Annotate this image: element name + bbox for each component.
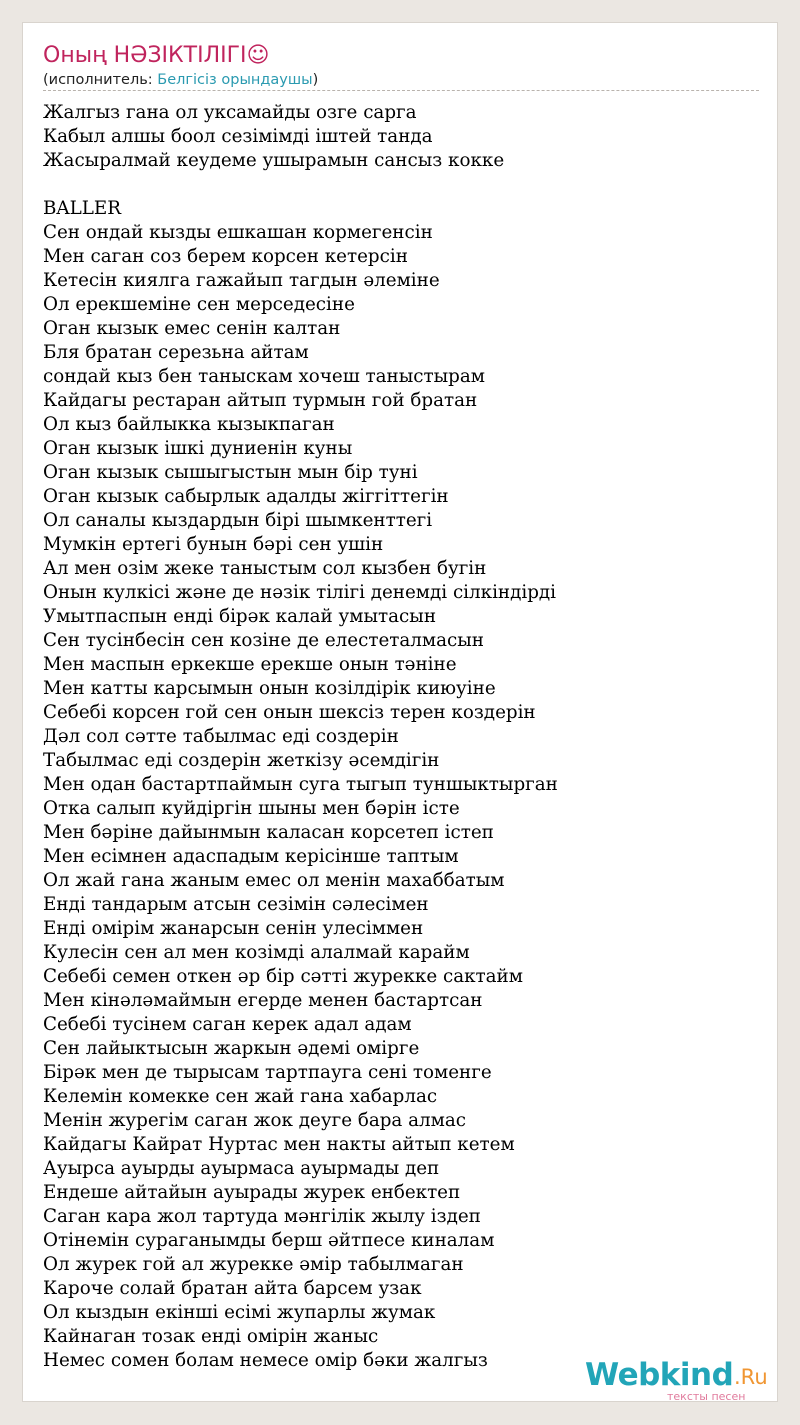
lyric-line: Умытпаспын енді бірәк калай умытасын — [43, 606, 437, 627]
lyric-line: Мен есімнен адаспадым керісінше таптым — [43, 846, 459, 867]
lyric-line: Табылмас еді создерін жеткізу әсемдігін — [43, 750, 440, 771]
lyric-line: Оган кызык ішкі дуниенін куны — [43, 438, 353, 459]
lyric-line: Себебі тусінем саган керек адал адам — [43, 1014, 412, 1035]
lyric-line: Оган кызык емес сенін калтан — [43, 318, 341, 339]
lyric-line: Оган кызык сабырлык адалды жіггіттегін — [43, 486, 449, 507]
lyric-line: Келемін комекке сен жай гана хабарлас — [43, 1086, 438, 1107]
lyric-line: Жасыралмай кеудеме ушырамын сансыз кокке — [43, 150, 505, 171]
lyric-line: Ауырса ауырды ауырмаса ауырмады деп — [43, 1158, 440, 1179]
lyric-line: Себебі семен откен әр бір сәтті журекке сактайм — [43, 966, 523, 987]
lyric-line: Жалгыз гана ол уксамайды озге сарга — [43, 102, 417, 123]
lyric-line: Ол саналы кыздардын бірі шымкенттегі — [43, 510, 433, 531]
lyric-line: Мен кінәләмаймын егерде менен бастартсан — [43, 990, 483, 1011]
lyric-line: Себебі корсен гой сен онын шексіз терен коздерін — [43, 702, 536, 723]
artist-byline — [43, 72, 318, 88]
lyric-line: Менін журегім саган жок деуге бара алмас — [43, 1110, 467, 1131]
lyric-line: Отінемін сураганымды берш әйтпесе киналам — [43, 1230, 495, 1251]
lyric-line: Оган кызык сышыгыстын мын бір туні — [43, 462, 418, 483]
artist-link[interactable]: Белгісіз орындаушы — [157, 72, 313, 88]
lyric-line: Кетесін киялга гажайып тагдын әлеміне — [43, 270, 440, 291]
lyric-line: Бірәк мен де тырысам тартпауга сені томенге — [43, 1062, 492, 1083]
lyrics-text — [43, 101, 558, 1373]
lyric-line: BALLER — [43, 198, 122, 219]
lyric-line: Кабыл алшы боол сезімімді іштей танда — [43, 126, 433, 147]
lyric-line: сондай кыз бен таныскам хочеш таныстырам — [43, 366, 485, 387]
lyric-line: Сен ондай кызды ешкашан кормегенсін — [43, 222, 433, 243]
lyric-line — [43, 173, 558, 197]
lyric-line: Кайнаган тозак енді омірін жаныс — [43, 1326, 379, 1347]
lyric-line: Кароче солай братан айта барсем узак — [43, 1278, 422, 1299]
lyric-line: Саган кара жол тартуда мәнгілік жылу іздеп — [43, 1206, 481, 1227]
lyric-line: Енді тандарым атсын сезімін сәлесімен — [43, 894, 429, 915]
lyric-line: Сен лайыктысын жаркын әдемі омірге — [43, 1038, 420, 1059]
lyric-line: Отка салып куйдіргін шыны мен бәрін істе — [43, 798, 460, 819]
lyric-line: Мен бәріне дайынмын каласан корсетеп істеп — [43, 822, 494, 843]
lyric-line: Ендеше айтайын ауырады журек енбектеп — [43, 1182, 461, 1203]
byline-prefix: (исполнитель: — [43, 72, 158, 88]
lyric-line: Сен тусінбесін сен козіне де елестеталмасын — [43, 630, 484, 651]
lyric-line: Бля братан серезьна айтам — [43, 342, 309, 363]
lyric-line: Онын кулкісі және де нәзік тілігі денемді сілкіндірді — [43, 582, 557, 603]
lyric-line: Кулесін сен ал мен козімді алалмай карайм — [43, 942, 470, 963]
lyric-line: Ал мен озім жеке таныстым сол кызбен бугін — [43, 558, 487, 579]
lyric-line: Немес сомен болам немесе омір бәки жалгыз — [43, 1350, 488, 1371]
lyric-line: Кайдагы Кайрат Нуртас мен накты айтып кетем — [43, 1134, 515, 1155]
lyric-line: Мен одан бастартпаймын суга тыгып туншыктырган — [43, 774, 558, 795]
watermark-tld: .Ru — [734, 1365, 768, 1389]
watermark-tagline: тексты песен — [667, 1390, 746, 1403]
lyric-line: Кайдагы рестаран айтып турмын гой братан — [43, 390, 478, 411]
lyric-line: Ол жай гана жаным емес ол менін махаббатым — [43, 870, 505, 891]
song-title: Оның НӘЗІКТІЛІГІ☺ — [43, 43, 270, 68]
lyric-line: Дәл сол сәтте табылмас еді создерін — [43, 726, 399, 747]
lyric-line: Мен саган соз берем корсен кетерсін — [43, 246, 408, 267]
lyric-line: Мен катты карсымын онын козілдірік киюуіне — [43, 678, 496, 699]
watermark-brand: Webkind — [585, 1357, 734, 1393]
lyrics-card — [22, 22, 778, 1402]
lyric-line: Мумкін ертегі бунын бәрі сен ушін — [43, 534, 384, 555]
lyric-line: Енді омірім жанарсын сенін улесіммен — [43, 918, 424, 939]
byline-suffix: ) — [312, 72, 319, 88]
lyric-line: Ол журек гой ал журекке әмір табылмаган — [43, 1254, 464, 1275]
lyric-line: Ол кыз байлыкка кызыкпаган — [43, 414, 335, 435]
site-watermark — [585, 1357, 785, 1407]
lyric-line: Ол кыздын екінші есімі жупарлы жумак — [43, 1302, 436, 1323]
lyric-line: Мен маспын еркекше ерекше онын тәніне — [43, 654, 457, 675]
title-divider — [43, 90, 759, 91]
lyric-line: Ол ерекшеміне сен мерседесіне — [43, 294, 355, 315]
